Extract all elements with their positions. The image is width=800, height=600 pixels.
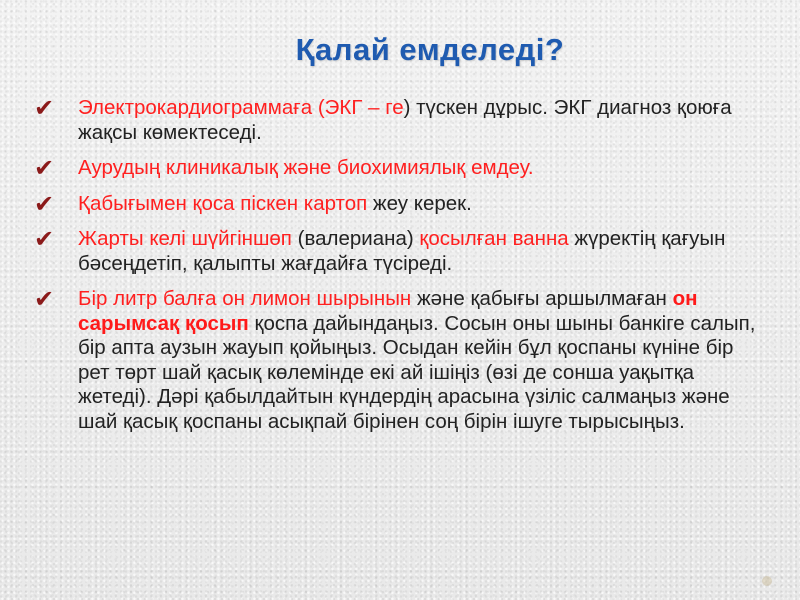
bullet-text-red: Электрокардиограммаға (ЭКГ – ге <box>78 96 404 119</box>
bullet-item <box>34 227 764 276</box>
bullet-text: жеу керек. <box>367 191 472 215</box>
check-mark-icon: ✔ <box>34 95 55 122</box>
bullet-text: жүректің қағуын бәсеңдетіп, қалыпты жағдайға түсіреді. <box>78 227 726 275</box>
bullet-text: ) түскен дұрыс. ЭКГ диагноз қоюға жақсы көмектеседі. <box>78 96 732 144</box>
bullet-item <box>34 287 764 434</box>
bullet-text-red: қосылған ванна <box>419 227 569 250</box>
check-mark-icon: ✔ <box>34 286 55 313</box>
check-mark-icon: ✔ <box>34 226 55 253</box>
check-mark-icon: ✔ <box>34 190 55 218</box>
bullet-list <box>34 96 764 445</box>
check-mark-icon: ✔ <box>34 155 55 182</box>
bullet-text: (валериана) <box>291 227 420 250</box>
bullet-text-emphasis: он сарымсақ қосып <box>78 287 698 335</box>
bullet-text-red: Аурудың клиникалық және биохимиялық емдеу. <box>78 156 534 179</box>
bullet-text-red: Бір литр балға он лимон шырынын <box>78 287 412 310</box>
bullet-text-red: Жарты келі шүйгіншөп <box>78 227 292 250</box>
slide-title: Қалай емделеді? <box>295 32 565 67</box>
bullet-item <box>34 192 764 217</box>
decorative-dot <box>762 576 772 586</box>
bullet-text-red: Қабығымен қоса піскен картоп <box>78 191 368 215</box>
bullet-item <box>34 156 764 181</box>
bullet-text: қоспа дайындаңыз. Сосын оны шыны банкіге салып, бір апта аузын жауып қойыңыз. Осыдан кейін бұл қоспаны күніне бір рет төрт шай қасық көлемінде екі ай ішіңіз (өзі де сонша уақытқа жетеді). Дәрі қабылдайтын күндердің арасына үзіліс салмаңыз және шай қасық қоспаны асықпай бірінен соң бірін ішуге тырысыңыз. <box>78 311 756 433</box>
bullet-text: және қабығы аршылмаған <box>411 287 673 310</box>
bullet-item <box>34 96 764 145</box>
